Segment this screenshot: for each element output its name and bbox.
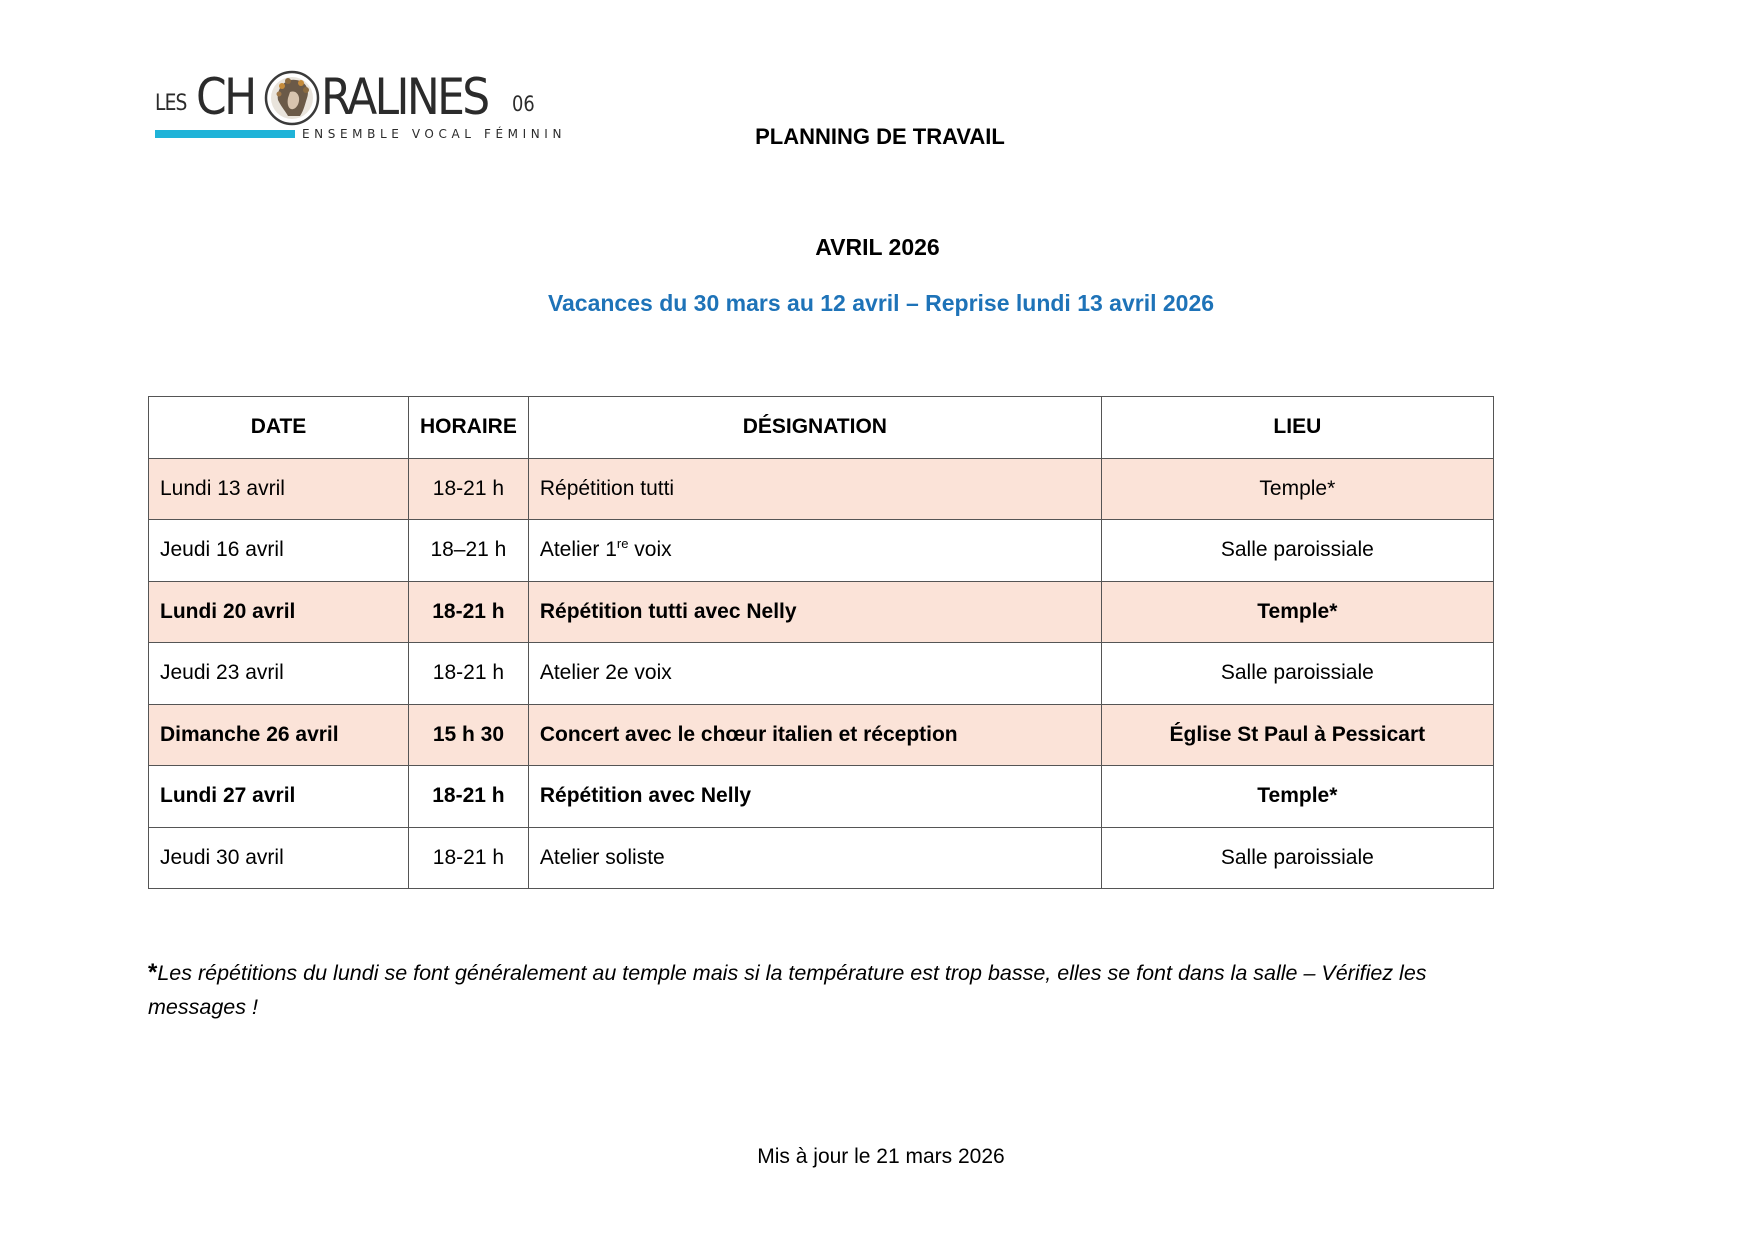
- cell-horaire: 18-21 h: [409, 827, 529, 889]
- logo-tagline: ENSEMBLE VOCAL FÉMININ: [302, 127, 567, 141]
- designation-superscript: re: [616, 536, 629, 552]
- cell-lieu: Temple*: [1101, 766, 1493, 828]
- column-header-date: DATE: [149, 397, 409, 459]
- update-date: Mis à jour le 21 mars 2026: [757, 1145, 1005, 1168]
- page-title: PLANNING DE TRAVAIL: [755, 124, 1005, 149]
- cell-designation: Répétition tutti: [528, 458, 1101, 520]
- logo-number: 06: [511, 92, 535, 116]
- cell-horaire: 18-21 h: [409, 766, 529, 828]
- cell-designation: Répétition tutti avec Nelly: [528, 581, 1101, 643]
- cell-date: Dimanche 26 avril: [149, 704, 409, 766]
- vacation-subtitle: Vacances du 30 mars au 12 avril – Reprise lundi 13 avril 2026: [547, 290, 1215, 316]
- table-row: [149, 643, 1494, 705]
- footnote: [148, 956, 1528, 1024]
- logo-wordmark: [155, 66, 539, 126]
- logo-name-part2: RALINES: [320, 68, 488, 126]
- cell-lieu: Salle paroissiale: [1101, 827, 1493, 889]
- cell-date: Jeudi 23 avril: [149, 643, 409, 705]
- cell-designation: [528, 520, 1101, 582]
- cell-horaire: 15 h 30: [409, 704, 529, 766]
- cell-horaire: 18-21 h: [409, 458, 529, 520]
- table-row: [149, 581, 1494, 643]
- cell-designation: Atelier soliste: [528, 827, 1101, 889]
- cell-lieu: Salle paroissiale: [1101, 643, 1493, 705]
- schedule-table: [148, 396, 1494, 889]
- designation-tail: voix: [628, 538, 672, 562]
- cell-date: Jeudi 16 avril: [149, 520, 409, 582]
- medallion-icon: [264, 70, 320, 126]
- column-header-horaire: HORAIRE: [409, 397, 529, 459]
- cell-lieu: Temple*: [1101, 581, 1493, 643]
- logo-name-part1: CH: [196, 68, 255, 126]
- column-header-designation: DÉSIGNATION: [528, 397, 1101, 459]
- cell-date: Lundi 27 avril: [149, 766, 409, 828]
- logo-prefix: LES: [155, 91, 187, 116]
- designation-main: Atelier 1: [539, 538, 617, 562]
- table-row: [149, 766, 1494, 828]
- month-heading: AVRIL 2026: [815, 234, 940, 260]
- cell-lieu: Temple*: [1101, 458, 1493, 520]
- cell-horaire: 18-21 h: [409, 643, 529, 705]
- footnote-text: Les répétitions du lundi se font généralement au temple mais si la température est trop basse, elles se font dans la salle – Vérifiez les messages !: [148, 961, 1427, 1019]
- table-row: [149, 520, 1494, 582]
- column-header-lieu: LIEU: [1101, 397, 1493, 459]
- cell-date: Lundi 20 avril: [149, 581, 409, 643]
- cell-date: Jeudi 30 avril: [149, 827, 409, 889]
- footnote-asterisk: *: [148, 959, 158, 986]
- cell-horaire: 18-21 h: [409, 581, 529, 643]
- cell-designation: Concert avec le chœur italien et réception: [528, 704, 1101, 766]
- table-header-row: [149, 397, 1494, 459]
- table-row: [149, 827, 1494, 889]
- cell-lieu: Église St Paul à Pessicart: [1101, 704, 1493, 766]
- table-row: [149, 704, 1494, 766]
- cell-horaire: 18–21 h: [409, 520, 529, 582]
- cell-date: Lundi 13 avril: [149, 458, 409, 520]
- cell-lieu: Salle paroissiale: [1101, 520, 1493, 582]
- table-row: [149, 458, 1494, 520]
- cell-designation: Atelier 2e voix: [528, 643, 1101, 705]
- cell-designation: Répétition avec Nelly: [528, 766, 1101, 828]
